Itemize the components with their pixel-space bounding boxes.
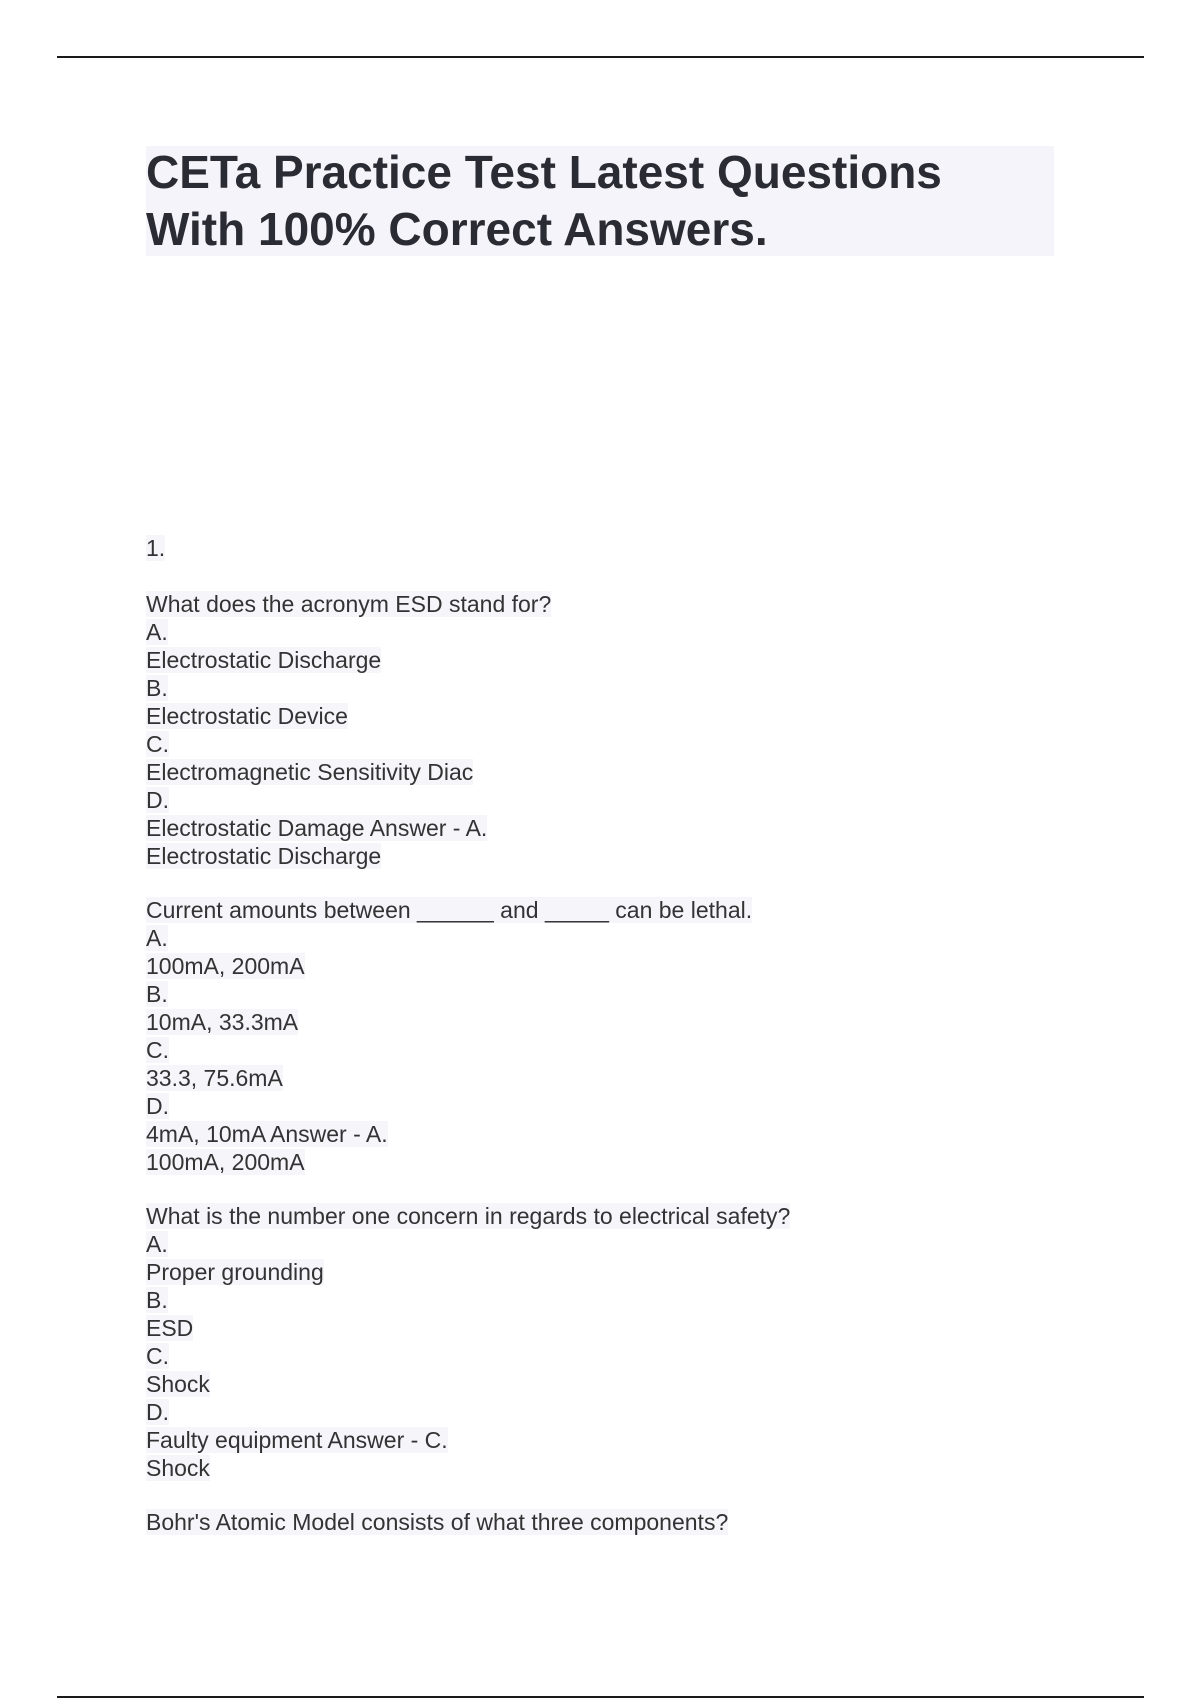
option-text: Proper grounding (146, 1259, 324, 1285)
option-label: A. (146, 925, 168, 951)
question-text: What is the number one concern in regards to electrical safety? (146, 1203, 791, 1229)
option-label: D. (146, 1399, 169, 1425)
option-label: A. (146, 1231, 168, 1257)
option-label: D. (146, 787, 169, 813)
option-text: Electrostatic Device (146, 703, 348, 729)
option-text: Electromagnetic Sensitivity Diac (146, 759, 474, 785)
option-label: A. (146, 619, 168, 645)
option-label: C. (146, 1343, 169, 1369)
question-block (146, 896, 1046, 1176)
answer-text: 100mA, 200mA (146, 1149, 305, 1175)
option-label: D. (146, 1093, 169, 1119)
option-text: 100mA, 200mA (146, 953, 305, 979)
option-label: C. (146, 1037, 169, 1063)
option-text: Shock (146, 1371, 210, 1397)
option-text-with-answer: Faulty equipment Answer - C. (146, 1427, 448, 1453)
question-content (146, 534, 1046, 1536)
answer-text: Electrostatic Discharge (146, 843, 382, 869)
header-rule (57, 56, 1144, 58)
option-text: Electrostatic Discharge (146, 647, 382, 673)
footer-rule (57, 1696, 1144, 1698)
question-block (146, 590, 1046, 870)
title-line-2: With 100% Correct Answers. (146, 203, 768, 255)
question-text: Bohr's Atomic Model consists of what three components? (146, 1509, 729, 1535)
question-block (146, 1202, 1046, 1482)
option-label: B. (146, 1287, 168, 1313)
option-text-with-answer: Electrostatic Damage Answer - A. (146, 815, 488, 841)
answer-text: Shock (146, 1455, 210, 1481)
option-text: ESD (146, 1315, 194, 1341)
question-block (146, 1508, 1046, 1536)
option-label: C. (146, 731, 169, 757)
question-text: What does the acronym ESD stand for? (146, 591, 552, 617)
option-label: B. (146, 675, 168, 701)
question-text: Current amounts between ______ and _____ can be lethal. (146, 897, 753, 923)
option-text: 10mA, 33.3mA (146, 1009, 299, 1035)
title-line-1: CETa Practice Test Latest Questions (146, 146, 942, 198)
option-label: B. (146, 981, 168, 1007)
document-title (146, 144, 1046, 258)
option-text-with-answer: 4mA, 10mA Answer - A. (146, 1121, 388, 1147)
section-number: 1. (146, 535, 166, 561)
option-text: 33.3, 75.6mA (146, 1065, 283, 1091)
